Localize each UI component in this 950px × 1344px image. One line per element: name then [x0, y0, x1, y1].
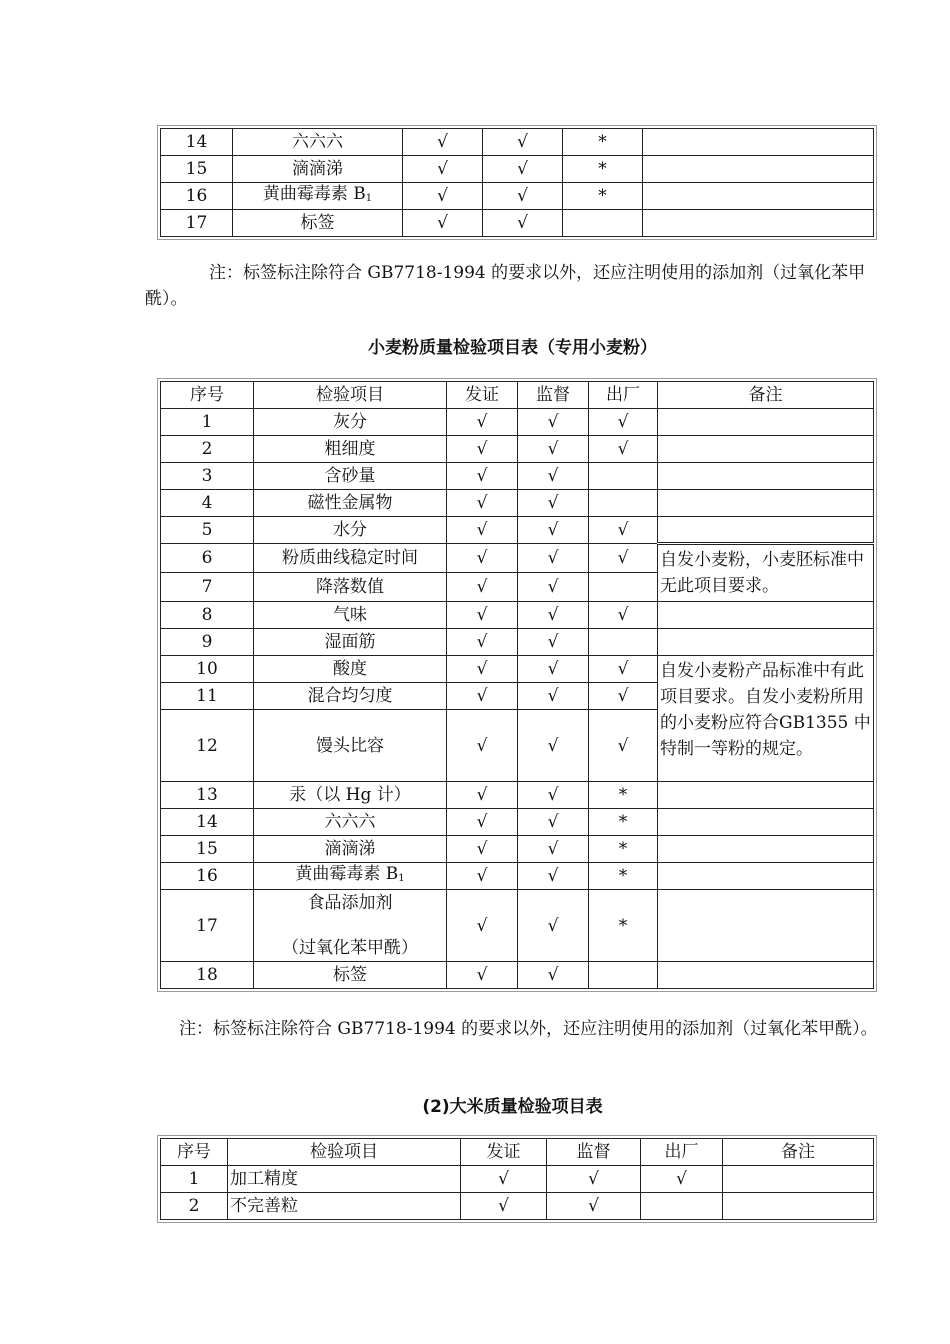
check-mark: √ [589, 436, 658, 463]
check-mark: √ [518, 656, 589, 683]
row-number: 7 [161, 573, 254, 602]
check-mark: √ [447, 710, 518, 782]
table-header-row [161, 382, 874, 409]
table-row [161, 490, 874, 517]
row-number: 1 [161, 409, 254, 436]
check-mark: √ [483, 156, 563, 183]
check-mark: √ [483, 129, 563, 156]
row-number: 17 [161, 890, 254, 962]
check-mark: √ [589, 683, 658, 710]
empty-cell [589, 490, 658, 517]
note-cell [658, 629, 874, 656]
row-number: 11 [161, 683, 254, 710]
check-mark: √ [403, 183, 483, 210]
check-mark: √ [518, 710, 589, 782]
check-mark: √ [447, 517, 518, 544]
note-cell [658, 436, 874, 463]
item-name: 馒头比容 [254, 710, 447, 782]
row-number: 17 [161, 210, 233, 237]
note-cell [658, 782, 874, 809]
column-header: 监督 [518, 382, 589, 409]
row-number: 12 [161, 710, 254, 782]
row-number: 5 [161, 517, 254, 544]
check-mark: √ [518, 436, 589, 463]
item-name: 粗细度 [254, 436, 447, 463]
item-name: 不完善粒 [228, 1193, 461, 1220]
table-row [161, 890, 874, 962]
check-mark: √ [447, 629, 518, 656]
table-row [161, 210, 874, 237]
item-name: 滴滴涕 [233, 156, 403, 183]
empty-cell [589, 629, 658, 656]
check-mark: √ [518, 602, 589, 629]
check-mark: √ [461, 1166, 547, 1193]
check-mark: √ [518, 962, 589, 989]
check-mark: √ [589, 409, 658, 436]
check-mark: √ [518, 573, 589, 602]
section-heading: 小麦粉质量检验项目表（专用小麦粉） [368, 338, 657, 358]
table-wheat-flour [157, 378, 877, 992]
row-number: 15 [161, 836, 254, 863]
check-mark: √ [403, 210, 483, 237]
asterisk-mark: * [589, 836, 658, 863]
empty-cell [589, 962, 658, 989]
check-mark: √ [518, 463, 589, 490]
empty-cell [641, 1193, 723, 1220]
check-mark: √ [447, 463, 518, 490]
check-mark: √ [518, 629, 589, 656]
row-number: 2 [161, 1193, 228, 1220]
empty-cell [563, 210, 643, 237]
table-row [161, 1193, 874, 1220]
table-row [161, 863, 874, 890]
table-row [161, 782, 874, 809]
check-mark: √ [547, 1166, 641, 1193]
empty-cell [589, 573, 658, 602]
column-header: 备注 [658, 382, 874, 409]
item-name: 滴滴涕 [254, 836, 447, 863]
note-cell [723, 1193, 874, 1220]
check-mark: √ [518, 683, 589, 710]
table-row [161, 156, 874, 183]
item-name: 灰分 [254, 409, 447, 436]
row-number: 4 [161, 490, 254, 517]
row-number: 8 [161, 602, 254, 629]
footnote: 注：标签标注除符合 GB7718-1994 的要求以外，还应注明使用的添加剂（过氧化苯甲酰）。 [179, 1019, 878, 1039]
item-name: 磁性金属物 [254, 490, 447, 517]
column-header: 序号 [161, 1139, 228, 1166]
check-mark: √ [589, 544, 658, 573]
table-row [161, 183, 874, 210]
check-mark: √ [518, 409, 589, 436]
asterisk-mark: * [589, 863, 658, 890]
check-mark: √ [518, 863, 589, 890]
remark-cell: 自发小麦粉，小麦胚标准中无此项目要求。 [658, 544, 874, 602]
check-mark: √ [447, 436, 518, 463]
footnote: 注：标签标注除符合 GB7718-1994 的要求以外，还应注明使用的添加剂（过氧化苯甲酰）。 [145, 263, 866, 309]
column-header: 序号 [161, 382, 254, 409]
check-mark: √ [447, 863, 518, 890]
row-number: 13 [161, 782, 254, 809]
item-name: 粉质曲线稳定时间 [254, 544, 447, 573]
item-name: 六六六 [254, 809, 447, 836]
column-header: 监督 [547, 1139, 641, 1166]
check-mark: √ [447, 490, 518, 517]
row-number: 3 [161, 463, 254, 490]
check-mark: √ [403, 129, 483, 156]
asterisk-mark: * [563, 156, 643, 183]
section-heading: (2)大米质量检验项目表 [422, 1097, 603, 1117]
table-row [161, 544, 874, 573]
row-number: 10 [161, 656, 254, 683]
check-mark: √ [447, 656, 518, 683]
table-row [161, 129, 874, 156]
check-mark: √ [518, 517, 589, 544]
table-row [161, 656, 874, 683]
row-number: 2 [161, 436, 254, 463]
note-cell [658, 490, 874, 517]
check-mark: √ [518, 782, 589, 809]
column-header: 检验项目 [228, 1139, 461, 1166]
note-cell [658, 809, 874, 836]
note-cell [643, 156, 874, 183]
note-cell [658, 836, 874, 863]
table-continued [157, 125, 877, 240]
item-name: 标签 [233, 210, 403, 237]
check-mark: √ [447, 809, 518, 836]
item-name: 水分 [254, 517, 447, 544]
table-row [161, 602, 874, 629]
item-name: 降落数值 [254, 573, 447, 602]
check-mark: √ [447, 962, 518, 989]
item-name: 酸度 [254, 656, 447, 683]
item-name: 黄曲霉毒素 $B_1$ [233, 183, 403, 210]
check-mark: √ [589, 656, 658, 683]
asterisk-mark: * [589, 809, 658, 836]
table-row [161, 809, 874, 836]
row-number: 14 [161, 129, 233, 156]
note-cell [658, 409, 874, 436]
note-cell [643, 183, 874, 210]
column-header: 检验项目 [254, 382, 447, 409]
check-mark: √ [447, 890, 518, 962]
item-name: 标签 [254, 962, 447, 989]
row-number: 16 [161, 863, 254, 890]
check-mark: √ [447, 573, 518, 602]
column-header: 备注 [723, 1139, 874, 1166]
check-mark: √ [447, 602, 518, 629]
table-header-row [161, 1139, 874, 1166]
check-mark: √ [483, 210, 563, 237]
note-cell [658, 890, 874, 962]
check-mark: √ [447, 683, 518, 710]
table-row [161, 962, 874, 989]
table-rice [157, 1135, 877, 1223]
row-number: 6 [161, 544, 254, 573]
note-cell [658, 463, 874, 490]
check-mark: √ [447, 782, 518, 809]
item-name: 含砂量 [254, 463, 447, 490]
row-number: 1 [161, 1166, 228, 1193]
check-mark: √ [589, 517, 658, 544]
check-mark: √ [518, 544, 589, 573]
column-header: 出厂 [589, 382, 658, 409]
table-row [161, 409, 874, 436]
item-name [254, 890, 447, 962]
item-name: 气味 [254, 602, 447, 629]
item-name: 湿面筋 [254, 629, 447, 656]
column-header: 发证 [447, 382, 518, 409]
asterisk-mark: * [589, 782, 658, 809]
row-number: 14 [161, 809, 254, 836]
remark-cell: 自发小麦粉产品标准中有此项目要求。自发小麦粉所用的小麦粉应符合GB1355 中特制一等粉的规定。 [658, 656, 874, 782]
table-row [161, 836, 874, 863]
item-name: 六六六 [233, 129, 403, 156]
item-name: 混合均匀度 [254, 683, 447, 710]
check-mark: √ [518, 836, 589, 863]
check-mark: √ [589, 602, 658, 629]
row-number: 16 [161, 183, 233, 210]
asterisk-mark: * [563, 183, 643, 210]
item-name: 汞（以 Hg 计） [254, 782, 447, 809]
note-cell [643, 210, 874, 237]
asterisk-mark: * [563, 129, 643, 156]
check-mark: √ [403, 156, 483, 183]
note-cell [658, 863, 874, 890]
check-mark: √ [547, 1193, 641, 1220]
row-number: 18 [161, 962, 254, 989]
empty-cell [589, 463, 658, 490]
check-mark: √ [447, 836, 518, 863]
item-name: 加工精度 [228, 1166, 461, 1193]
note-cell [658, 962, 874, 989]
table-row [161, 463, 874, 490]
check-mark: √ [518, 809, 589, 836]
table-row [161, 1166, 874, 1193]
table-row [161, 436, 874, 463]
check-mark: √ [641, 1166, 723, 1193]
check-mark: √ [483, 183, 563, 210]
check-mark: √ [447, 544, 518, 573]
check-mark: √ [518, 490, 589, 517]
item-name-line2: （过氧化苯甲酰） [282, 937, 418, 958]
note-cell [643, 129, 874, 156]
table-row [161, 629, 874, 656]
item-name-line1: 食品添加剂 [307, 892, 393, 913]
note-cell [658, 602, 874, 629]
check-mark: √ [518, 890, 589, 962]
asterisk-mark: * [589, 890, 658, 962]
column-header: 出厂 [641, 1139, 723, 1166]
column-header: 发证 [461, 1139, 547, 1166]
note-cell [658, 517, 874, 544]
row-number: 9 [161, 629, 254, 656]
row-number: 15 [161, 156, 233, 183]
note-cell [723, 1166, 874, 1193]
check-mark: √ [589, 710, 658, 782]
check-mark: √ [447, 409, 518, 436]
table-row [161, 517, 874, 544]
item-name: 黄曲霉毒素 $B_1$ [254, 863, 447, 890]
check-mark: √ [461, 1193, 547, 1220]
